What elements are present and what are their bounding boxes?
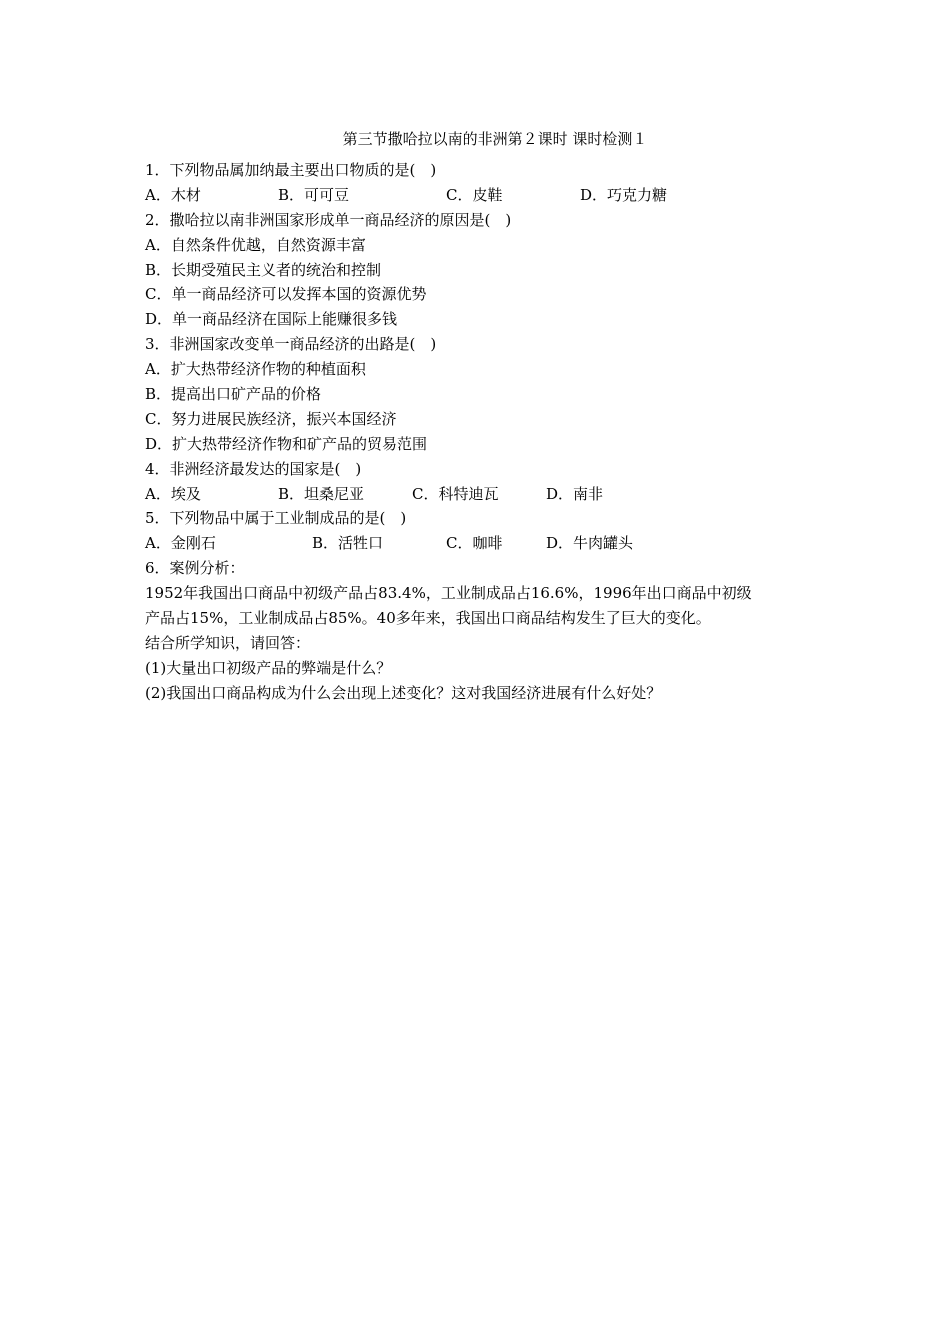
question-list [145,158,815,706]
question-2-option-b: B．长期受殖民主义者的统治和控制 [145,260,382,279]
question-6-sub-question-2: (2)我国出口商品构成为什么会出现上述变化？这对我国经济进展有什么好处？ [145,683,662,702]
question-5-option-a: A．金刚石 [145,534,216,553]
question-5-option-d: D．牛肉罐头 [546,534,634,553]
question-5-stem: 5．下列物品中属于工业制成品的是( ) [145,509,407,528]
question-6-stem: 6．案例分析： [145,559,245,578]
question-4-option-d: D．南非 [546,484,604,503]
question-3-option-c: C．努力进展民族经济，振兴本国经济 [145,409,397,428]
question-3-stem: 3．非洲国家改变单一商品经济的出路是( ) [145,335,437,354]
question-5-option-b: B．活牲口 [312,534,384,553]
question-1-option-b: B．可可豆 [278,185,350,204]
question-2-option-c: C．单一商品经济可以发挥本国的资源优势 [145,285,427,304]
question-4-option-a: A．埃及 [145,484,201,503]
document-title: 第三节撒哈拉以南的非洲第２课时 课时检测１ [342,130,648,148]
question-1-option-a: A．木材 [145,185,201,204]
question-1-options [145,183,815,208]
question-6-sub-question-1: (1)大量出口初级产品的弊端是什么？ [145,658,392,677]
question-6-passage-line-1: 1952年我国出口商品中初级产品占83.4%，工业制成品占16.6%，1996年出口商品中初级 [145,584,752,603]
question-1-option-c: C．皮鞋 [446,185,503,204]
question-3-option-a: A．扩大热带经济作物的种植面积 [145,360,366,379]
question-1-option-d: D．巧克力糖 [580,185,668,204]
question-2-option-d: D．单一商品经济在国际上能赚很多钱 [145,310,398,329]
question-4-options [145,482,815,507]
question-3-option-b: B．提高出口矿产品的价格 [145,385,322,404]
question-1-stem: 1．下列物品属加纳最主要出口物质的是( ) [145,161,437,179]
question-5-option-c: C．咖啡 [446,534,503,553]
question-2-stem: 2．撒哈拉以南非洲国家形成单一商品经济的原因是( ) [145,210,512,229]
question-4-option-c: C．科特迪瓦 [412,484,499,503]
question-2-option-a: A．自然条件优越，自然资源丰富 [145,235,366,254]
question-4-stem: 4．非洲经济最发达的国家是( ) [145,459,362,478]
question-3-option-d: D．扩大热带经济作物和矿产品的贸易范围 [145,434,428,453]
question-4-option-b: B．坦桑尼亚 [278,484,365,503]
question-6-prompt: 结合所学知识，请回答： [145,633,311,652]
question-5-options [145,531,815,556]
question-6-passage-line-2: 产品占15%，工业制成品占85%。40多年来，我国出口商品结构发生了巨大的变化。 [145,609,711,628]
